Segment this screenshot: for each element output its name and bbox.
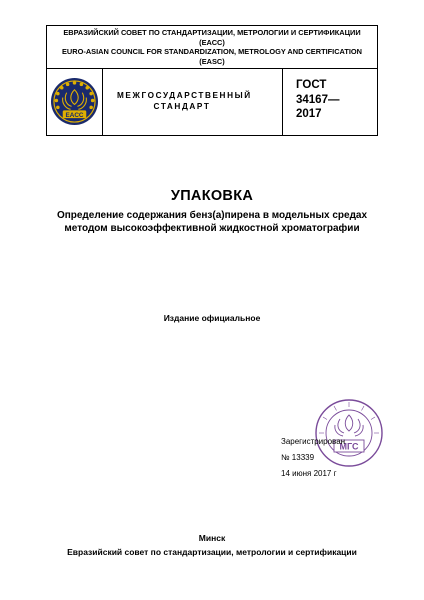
eacc-logo-icon xyxy=(50,77,99,126)
subtitle-line1: Определение содержания бенз(а)пирена в модельных средах xyxy=(56,210,368,221)
logo-cell xyxy=(47,69,103,135)
standard-type-line1: МЕЖГОСУДАРСТВЕННЫЙ xyxy=(117,91,252,100)
subtitle-line2: методом высокоэффективной жидкостной хроматографии xyxy=(64,222,360,234)
standard-header xyxy=(46,68,378,136)
edition-label: Издание официальное xyxy=(163,313,261,323)
gost-number xyxy=(296,78,376,122)
council-name-ru: ЕВРАЗИЙСКИЙ СОВЕТ ПО СТАНДАРТИЗАЦИИ, МЕТРОЛОГИИ И СЕРТИФИКАЦИИ xyxy=(63,28,361,37)
document-title: УПАКОВКА xyxy=(170,188,254,204)
seal-label: МГС xyxy=(339,441,359,452)
standard-type-line2: СТАНДАРТ xyxy=(153,102,211,111)
council-abbr-en: (EASC) xyxy=(199,56,225,66)
registration-number: № 13339 xyxy=(281,453,315,462)
gost-cell xyxy=(282,69,379,135)
publication-city: Минск xyxy=(198,533,226,543)
registration-line1: Зарегистрирован xyxy=(281,437,346,446)
logo-label: EACC xyxy=(65,111,84,119)
council-name-en: EURO-ASIAN COUNCIL FOR STANDARDIZATION, METROLOGY AND CERTIFICATION xyxy=(62,47,362,57)
publisher-name: Евразийский совет по стандартизации, метрологии и сертификации xyxy=(67,547,357,557)
gost-line1: ГОСТ xyxy=(296,79,327,91)
council-header xyxy=(46,25,378,69)
registration-info xyxy=(281,434,345,482)
registration-date: 14 июня 2017 г xyxy=(281,469,337,478)
document-subtitle xyxy=(40,210,384,235)
gost-line2: 34167— xyxy=(296,93,340,106)
council-abbr-ru: (ЕАСС) xyxy=(199,37,225,47)
gost-line3: 2017 xyxy=(296,108,322,120)
standard-type xyxy=(117,90,252,112)
